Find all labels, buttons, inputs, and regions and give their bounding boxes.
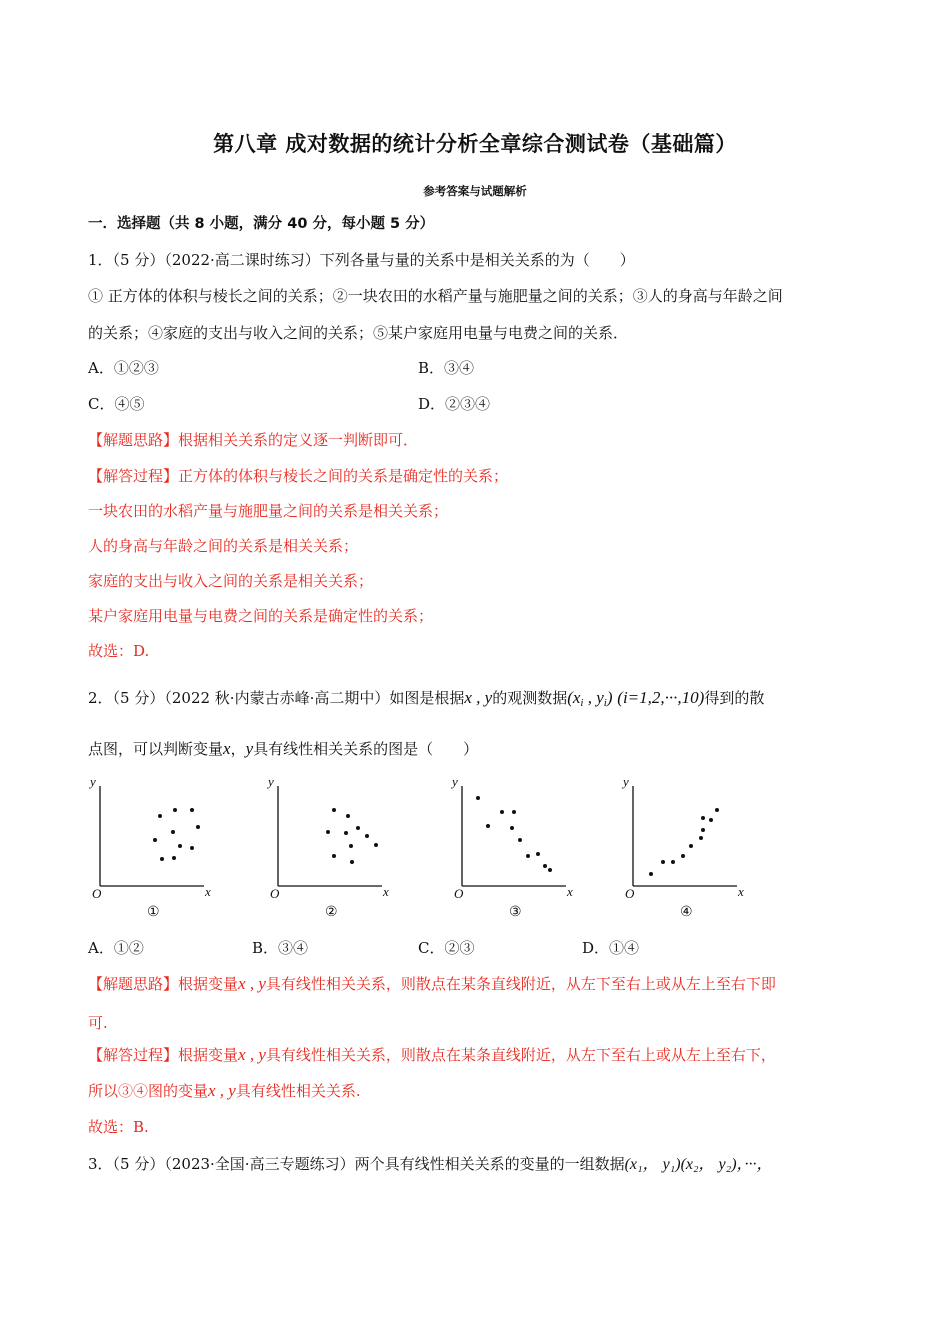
plot-1-point	[153, 838, 157, 842]
plot-2-origin-label: O	[270, 886, 280, 901]
plot-4-point	[689, 844, 693, 848]
q3-heading-text: 3．（5 分）（2023·全国·高三专题练习）两个具有线性相关关系的变量的一组数据	[88, 1155, 625, 1173]
q2-process-text-c: 所以③④图的变量	[88, 1082, 209, 1100]
q2-line2-text-a: 点图，可以判断变量	[88, 740, 224, 758]
q1-answer: 故选：D.	[88, 642, 150, 660]
plot-2-point	[349, 844, 353, 848]
plot-4-point	[681, 854, 685, 858]
q1-option-a: A．①②③	[88, 359, 159, 377]
q2-thinking-text-a: 根据变量	[178, 975, 239, 993]
q2-option-d: D．①④	[582, 939, 640, 957]
plot-1-point	[178, 844, 182, 848]
plot-1-y-label: y	[90, 774, 96, 789]
q1-process-line-4: 家庭的支出与收入之间的关系是相关关系；	[88, 572, 374, 590]
q2-line2-y: y	[245, 739, 254, 758]
q2-thinking-line-1	[88, 974, 776, 994]
q2-pair-y-sub: i	[603, 697, 607, 709]
plot-2-point	[332, 854, 336, 858]
q2-line-2	[88, 739, 478, 759]
q2-process-label: 【解答过程】	[88, 1046, 179, 1064]
q2-process-line-1	[88, 1045, 776, 1065]
q1-body-line-2: 的关系；④家庭的支出与收入之间的关系；⑤某户家庭用电量与电费之间的关系．	[88, 324, 629, 342]
q2-process-text-b: 具有线性相关关系，则散点在某条直线附近，从左下至右上或从左上至右下，	[265, 1046, 776, 1064]
q2-var-xy: x , y	[464, 688, 493, 707]
plot-3-point	[486, 824, 490, 828]
plot-2-point	[350, 860, 354, 864]
plot-3-origin-label: O	[454, 886, 464, 901]
q2-pair-y: y	[596, 688, 604, 707]
q2-line2-comma: ，	[230, 740, 246, 758]
plot-2-point	[374, 843, 378, 847]
q1-heading: 1．（5 分）（2022·高二课时练习）下列各量与量的关系中是相关关系的为（ ）	[88, 251, 635, 269]
plot-2-point	[332, 808, 336, 812]
plot-3-point	[548, 868, 552, 872]
q2-thinking-text-b: 具有线性相关关系，则散点在某条直线附近，从左下至右上或从左上至右下即	[265, 975, 776, 993]
q3-heading	[88, 1154, 773, 1175]
plot-4-caption: ④	[680, 905, 693, 920]
q2-heading-text-a: 2．（5 分）（2022 秋·内蒙古赤峰·高二期中）如图是根据	[88, 689, 465, 707]
q2-thinking-line-2: 可.	[88, 1014, 108, 1032]
plot-3-y-label: y	[452, 774, 458, 789]
q2-pair-open: (	[567, 688, 573, 707]
q2-answer: 故选：B.	[88, 1118, 149, 1136]
q1-process-text-1: 正方体的体积与棱长之间的关系是确定性的关系；	[178, 467, 509, 485]
q2-process-line-2	[88, 1081, 361, 1101]
q1-thinking	[88, 430, 418, 450]
q1-thinking-text: 根据相关关系的定义逐一判断即可．	[178, 431, 419, 449]
plot-1-origin-label: O	[92, 886, 102, 901]
plot-3-point	[536, 852, 540, 856]
plot-1-point	[190, 808, 194, 812]
q1-process-line-2: 一块农田的水稻产量与施肥量之间的关系是相关关系；	[88, 502, 449, 520]
plot-2-x-label: x	[383, 884, 389, 899]
q2-pair: ($x_i$ , $y_i$)	[567, 688, 613, 709]
plot-4-point	[709, 818, 713, 822]
q2-heading-text-b: 的观测数据	[492, 689, 568, 707]
page-title: 第八章 成对数据的统计分析全章综合测试卷（基础篇）	[213, 132, 737, 156]
q2-thinking-var: x , y	[238, 974, 266, 993]
q2-range: (i=1,2,···,10)	[617, 688, 705, 707]
q2-line2-x: x	[223, 739, 231, 758]
q2-process-var: x , y	[238, 1045, 266, 1064]
q1-process-line-1	[88, 466, 508, 486]
plot-3-point	[512, 810, 516, 814]
scatter-plots-figure	[80, 770, 780, 925]
plot-1-point	[158, 814, 162, 818]
plot-1-caption: ①	[147, 905, 160, 920]
plot-2-y-label: y	[268, 774, 274, 789]
q1-option-b: B．③④	[418, 359, 475, 377]
q2-pair-close: )	[606, 688, 613, 707]
q1-option-d: D．②③④	[418, 395, 491, 413]
plot-2-point	[365, 834, 369, 838]
plot-3-point	[526, 854, 530, 858]
q2-option-b: B．③④	[252, 939, 309, 957]
plot-4-point	[649, 872, 653, 876]
q2-pair-x-sub: i	[580, 697, 584, 709]
plot-3-point	[476, 796, 480, 800]
plot-1-point	[160, 857, 164, 861]
q2-heading-text-c: 得到的散	[704, 689, 765, 707]
q1-process-line-3: 人的身高与年龄之间的关系是相关关系；	[88, 537, 359, 555]
plot-1-point	[172, 856, 176, 860]
q2-option-c: C．②③	[418, 939, 475, 957]
plot-3-point	[543, 864, 547, 868]
plot-4-point	[715, 808, 719, 812]
q2-pair-x: x	[572, 688, 581, 707]
plot-4-point	[671, 860, 675, 864]
q1-body-line-1: ① 正方体的体积与棱长之间的关系；②一块农田的水稻产量与施肥量之间的关系；③人的身高与年龄之间	[88, 287, 783, 305]
q1-option-c: C．④⑤	[88, 395, 145, 413]
plot-2-point	[356, 826, 360, 830]
plot-4-point	[701, 828, 705, 832]
plot-4-point	[699, 836, 703, 840]
plot-3-x-label: x	[567, 884, 573, 899]
plot-1-point	[171, 830, 175, 834]
q3-data-pairs: (x₁， y₁)(x₂， y₂)，···，	[624, 1156, 773, 1173]
q2-thinking-label: 【解题思路】	[88, 975, 179, 993]
plot-1-point	[173, 808, 177, 812]
plot-4-y-label: y	[623, 774, 629, 789]
plot-4-point	[661, 860, 665, 864]
plot-4-origin-label: O	[625, 886, 635, 901]
plot-3-point	[518, 838, 522, 842]
plot-4-x-label: x	[738, 884, 744, 899]
q1-process-label: 【解答过程】	[88, 467, 179, 485]
plot-2-point	[346, 814, 350, 818]
plot-3-point	[500, 810, 504, 814]
q2-line2-text-c: 具有线性相关关系的图是（ ）	[253, 740, 479, 758]
q2-option-a: A．①②	[88, 939, 144, 957]
page-subtitle: 参考答案与试题解析	[423, 184, 527, 198]
q2-heading	[88, 688, 764, 713]
plot-2-point	[344, 831, 348, 835]
plot-1-x-label: x	[205, 884, 211, 899]
q1-process-line-5: 某户家庭用电量与电费之间的关系是确定性的关系；	[88, 607, 434, 625]
plot-1-point	[190, 846, 194, 850]
plot-3-point	[510, 826, 514, 830]
plot-2-caption: ②	[325, 905, 338, 920]
q2-process-text-d: 具有线性相关关系.	[235, 1082, 361, 1100]
plot-2-point	[326, 830, 330, 834]
q1-thinking-label: 【解题思路】	[88, 431, 179, 449]
plot-1-point	[196, 825, 200, 829]
q2-process-var-2: x , y	[208, 1081, 236, 1100]
plot-3-caption: ③	[509, 905, 522, 920]
section-heading: 一．选择题（共 8 小题，满分 40 分，每小题 5 分）	[88, 216, 435, 232]
plot-4-point	[701, 816, 705, 820]
q2-process-text-a: 根据变量	[178, 1046, 239, 1064]
